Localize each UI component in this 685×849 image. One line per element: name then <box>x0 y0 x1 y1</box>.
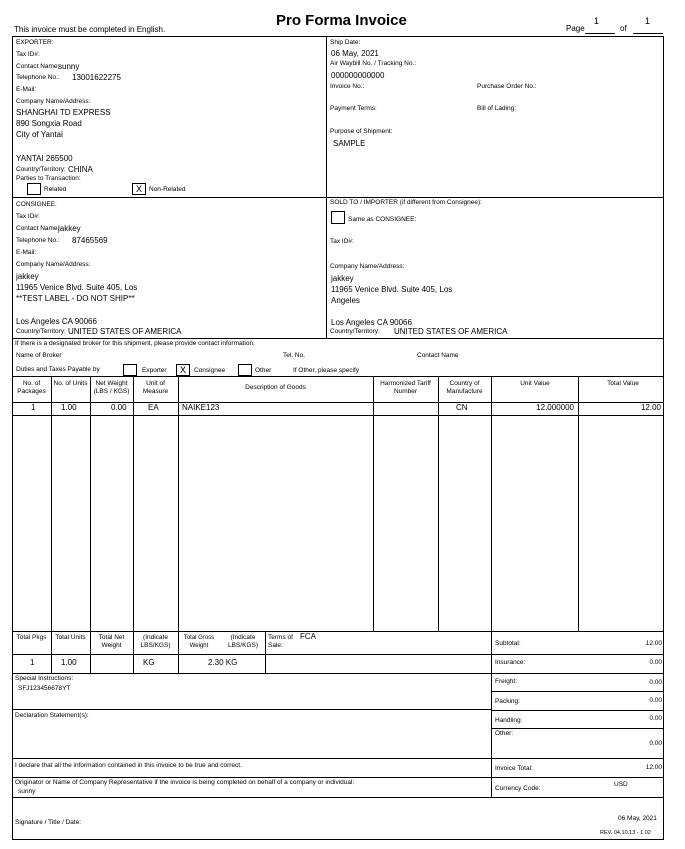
invoice-total-label: Invoice Total: <box>495 765 533 772</box>
english-note: This invoice must be completed in English. <box>14 25 166 34</box>
purpose-value: SAMPLE <box>333 139 366 148</box>
form-frame <box>12 36 664 840</box>
exporter-phone-value: 13001622275 <box>72 73 121 82</box>
originator-label: Originator or Name of Company Representative if the invoice is being completed on behalf of a company or individual: <box>15 779 355 786</box>
total-pkgs-value: 1 <box>30 658 35 667</box>
consignee-email-label: E-Mail: <box>16 249 37 256</box>
insurance-label: Insurance: <box>495 659 526 666</box>
currency-label: Currency Code: <box>495 785 541 792</box>
soldto-address-1: jakkey <box>331 274 354 283</box>
originator-value: sunny <box>18 788 36 795</box>
duties-label: Duties and Taxes Payable by <box>16 366 100 373</box>
col-units-header: No. of Units <box>53 380 88 387</box>
indicate-gross-label: (Indicate LBS/KGS) <box>228 634 258 649</box>
currency-value: USD <box>614 781 628 788</box>
of-label: of <box>620 24 627 33</box>
invoice-no-label: Invoice No.: <box>330 83 365 90</box>
special-instructions-value: SFJ123456678YT <box>18 685 71 692</box>
consignee-address-1: jakkey <box>16 272 39 281</box>
exporter-pays-checkbox[interactable] <box>123 364 137 376</box>
row-uom: EA <box>148 403 159 412</box>
col-packages-header: No. of Packages <box>17 380 46 395</box>
total-pkgs-label: Total Pkgs <box>16 634 47 641</box>
consignee-heading: CONSIGNEE: <box>16 201 57 208</box>
col-country-header: Country of Manufacture <box>446 380 483 395</box>
declaration-label: Declaration Statement(s): <box>15 712 89 719</box>
exporter-address-1: SHANGHAI TD EXPRESS <box>16 108 111 117</box>
consignee-company-label: Company Name/Address: <box>16 261 91 268</box>
exporter-contact-label: Contact Name: <box>16 63 60 70</box>
col-hts-header: Harmonized Tariff Number <box>380 380 431 395</box>
parties-label: Parties to Transaction: <box>16 175 81 182</box>
terms-value: FCA <box>300 632 316 641</box>
consignee-taxid-label: Tax ID#: <box>16 213 40 220</box>
packing-label: Packing: <box>495 698 520 705</box>
page-number: 1 <box>594 16 600 26</box>
handling-value: 0.00 <box>649 715 662 722</box>
bol-label: Bill of Lading: <box>477 105 517 112</box>
consignee-address-2: 11965 Venice Blvd. Suite 405, Los <box>16 283 138 292</box>
terms-label: Terms of Sale: <box>268 634 293 649</box>
broker-contact-label: Contact Name <box>417 352 459 359</box>
total-units-label: Total Units <box>55 634 86 641</box>
total-net-label: Total Net Weight <box>98 634 125 649</box>
broker-name-label: Name of Broker <box>16 352 62 359</box>
page-label: Page <box>566 24 585 33</box>
consignee-country-label: Country/Territory: <box>16 328 66 335</box>
po-label: Purchase Order No.: <box>477 83 537 90</box>
signature-label: Signature / Title / Date: <box>15 819 82 826</box>
soldto-heading: SOLD TO / IMPORTER (if different from Consignee): <box>330 199 482 206</box>
soldto-address-3: Angeles <box>331 296 360 305</box>
exporter-contact-value: sunny <box>58 62 80 71</box>
exporter-taxid-label: Tax ID#: <box>16 51 40 58</box>
exporter-email-label: E-Mail: <box>16 86 37 93</box>
row-packages: 1 <box>31 403 36 412</box>
nonrelated-label: Non-Related <box>149 186 186 193</box>
other-pays-label: Other <box>255 367 272 374</box>
soldto-country-value: UNITED STATES OF AMERICA <box>394 327 508 336</box>
exporter-pays-label: Exporter <box>142 367 167 374</box>
indicate-net-label: (Indicate LBS/KGS) <box>140 634 171 649</box>
total-units-value: 1.00 <box>61 658 77 667</box>
exporter-heading: EXPORTER: <box>16 39 54 46</box>
other-pays-checkbox[interactable] <box>238 364 252 376</box>
nonrelated-checkbox[interactable]: X <box>132 183 146 195</box>
total-gross-label: Total Gross Weight <box>183 635 215 649</box>
consignee-phone-label: Telephone No.: <box>16 237 60 244</box>
subtotal-label: Subtotal: <box>495 640 521 647</box>
same-as-consignee-checkbox[interactable] <box>331 211 345 224</box>
exporter-address-3: City of Yantai <box>16 130 63 139</box>
row-country: CN <box>456 403 468 412</box>
soldto-company-label: Company Name/Address: <box>330 263 405 270</box>
exporter-phone-label: Telephone No.: <box>16 74 60 81</box>
ship-date-label: Ship Date: <box>330 39 361 46</box>
other-specify-note: If Other, please specify <box>293 367 360 374</box>
consignee-address-5: Los Angeles CA 90066 <box>16 317 97 326</box>
row-totalvalue: 12.00 <box>640 403 661 412</box>
page-num-underline <box>585 33 615 34</box>
insurance-value: 0.00 <box>649 659 662 666</box>
row-unitvalue: 12.000000 <box>536 403 574 412</box>
awb-label: Air Waybill No. / Tracking No.: <box>330 60 417 67</box>
exporter-address-2: 890 Songxia Road <box>16 119 82 128</box>
exporter-address-5: YANTAI 265500 <box>16 154 73 163</box>
payment-terms-label: Payment Terms: <box>330 105 377 112</box>
page-total: 1 <box>645 16 651 26</box>
awb-value: 000000000000 <box>331 71 385 80</box>
col-description-header: Description of Goods <box>245 384 306 391</box>
related-label: Related <box>44 186 67 193</box>
revision-label: REV. 04.10.13 - 1.02 <box>600 830 651 836</box>
soldto-address-2: 11965 Venice Blvd. Suite 405, Los <box>331 285 453 294</box>
broker-tel-label: Tel. No. <box>283 352 306 359</box>
exporter-country-value: CHINA <box>68 165 93 174</box>
invoice-title: Pro Forma Invoice <box>276 12 407 29</box>
soldto-address-5: Los Angeles CA 90066 <box>331 318 412 327</box>
page-total-underline <box>633 33 663 34</box>
consignee-country-value: UNITED STATES OF AMERICA <box>68 327 182 336</box>
consignee-pays-label: Consignee <box>194 367 226 374</box>
subtotal-value: 12.00 <box>645 640 662 647</box>
handling-label: Handling: <box>495 717 523 724</box>
consignee-contact-label: Contact Name: <box>16 225 60 232</box>
invoice-total-value: 12.00 <box>645 764 662 771</box>
col-uom-header: Unit of Measure <box>142 380 169 395</box>
col-unitvalue-header: Unit Value <box>520 380 550 387</box>
freight-label: Freight: <box>495 678 518 685</box>
packing-value: 0.00 <box>649 697 662 704</box>
row-netweight: 0.00 <box>111 403 127 412</box>
consignee-pays-checkbox[interactable]: X <box>176 364 190 376</box>
special-instructions-label: Special Instructions: <box>15 675 74 682</box>
same-as-consignee-label: Same as CONSIGNEE: <box>348 216 417 223</box>
declare-text: I declare that all the information contained in this invoice to be true and correct. <box>15 762 242 769</box>
consignee-contact-value: jakkey <box>58 224 81 233</box>
row-units: 1.00 <box>61 403 77 412</box>
col-netweight-header: Net Weight (LBS / KGS) <box>93 380 130 395</box>
net-unit-value: KG <box>143 658 155 667</box>
related-checkbox[interactable] <box>27 183 41 195</box>
other-charges-label: Other: <box>495 730 514 737</box>
purpose-label: Purpose of Shipment: <box>330 128 393 135</box>
consignee-phone-value: 87465569 <box>72 236 108 245</box>
other-charges-value: 0.00 <box>649 740 662 747</box>
row-description: NAIKE123 <box>182 403 220 412</box>
gross-weight-value: 2.30 KG <box>208 658 238 667</box>
soldto-taxid-label: Tax ID#: <box>330 238 354 245</box>
soldto-country-label: Country/Territory: <box>330 328 380 335</box>
signature-date: 06 May, 2021 <box>618 815 657 822</box>
col-totalvalue-header: Total Value <box>607 380 639 387</box>
broker-note: If there is a designated broker for this shipment, please provide contact information. <box>15 340 255 347</box>
ship-date-value: 06 May, 2021 <box>331 49 379 58</box>
consignee-address-3: **TEST LABEL - DO NOT SHIP** <box>16 294 135 303</box>
exporter-company-label: Company Name/Address: <box>16 98 91 105</box>
freight-value: 0.00 <box>649 679 662 686</box>
exporter-country-label: Country/Territory: <box>16 166 66 173</box>
